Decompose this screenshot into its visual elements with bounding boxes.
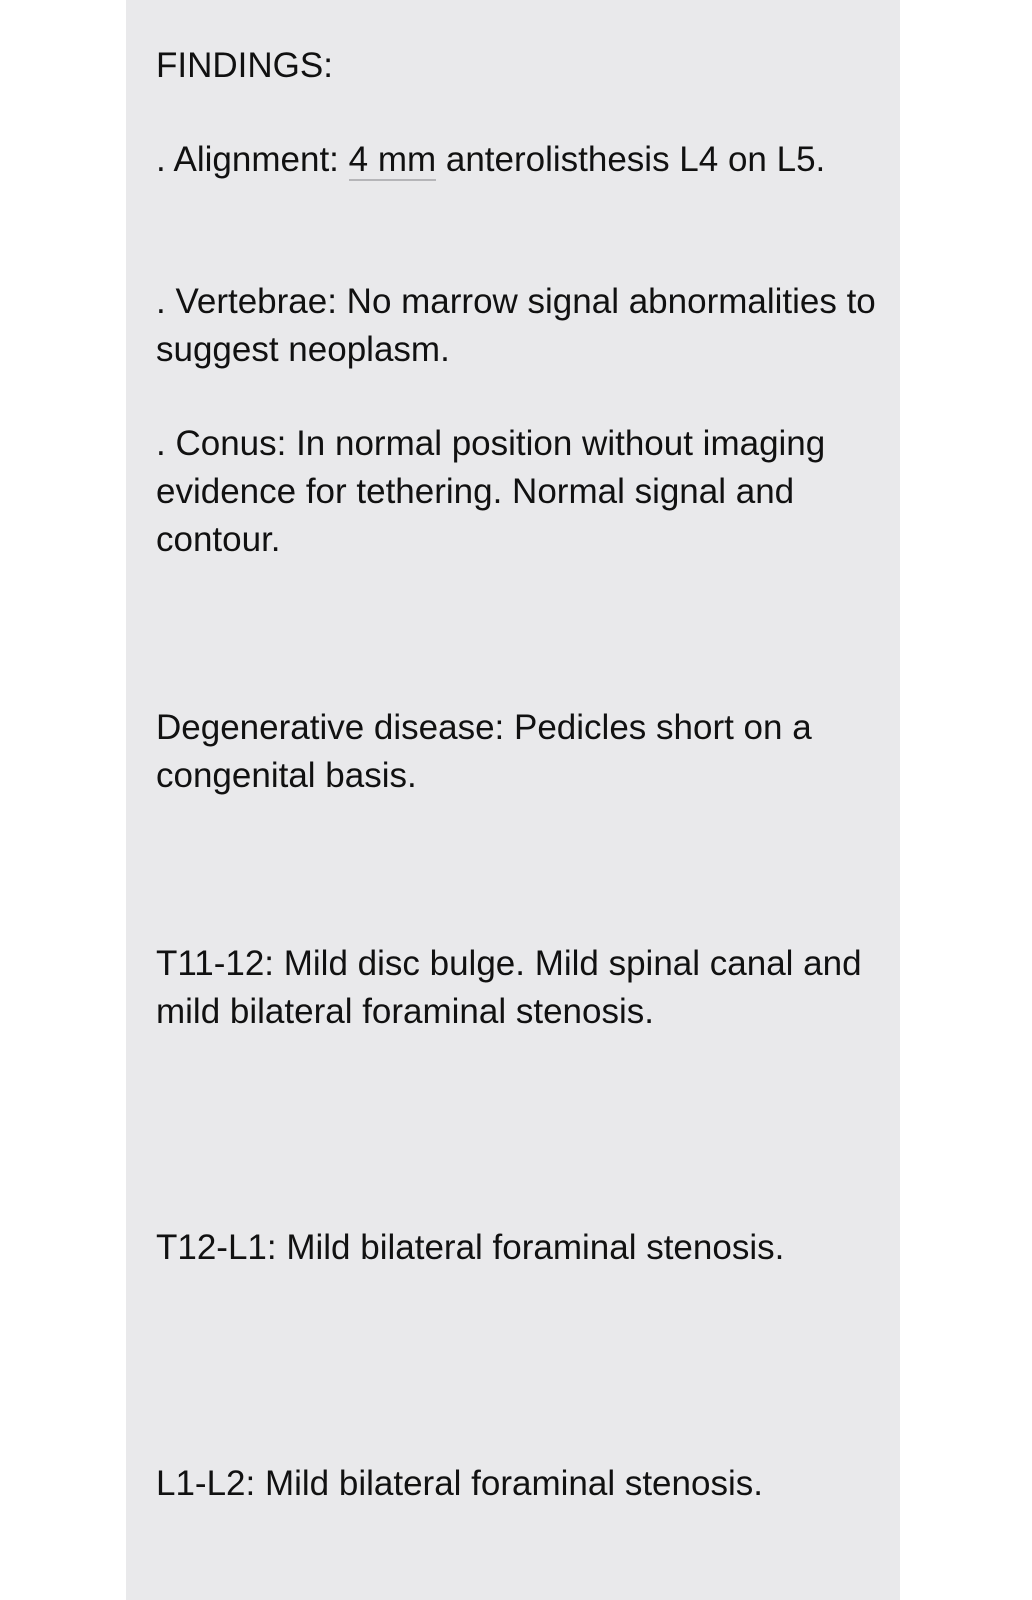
- t11-12-paragraph: T11-12: Mild disc bulge. Mild spinal canal and mild bilateral foraminal stenosis.: [156, 944, 862, 1031]
- t12-l1-paragraph: T12-L1: Mild bilateral foraminal stenosis.: [156, 1228, 785, 1267]
- report-panel: [126, 0, 900, 1600]
- findings-heading: FINDINGS:: [156, 46, 333, 85]
- measurement-link[interactable]: 4 mm: [348, 140, 437, 179]
- alignment-bullet: .: [156, 140, 174, 179]
- l1-l2-paragraph: L1-L2: Mild bilateral foraminal stenosis.: [156, 1464, 763, 1503]
- vertebrae-paragraph: . Vertebrae: No marrow signal abnormalities to suggest neoplasm.: [156, 282, 876, 369]
- conus-paragraph: . Conus: In normal position without imaging evidence for tethering. Normal signal and contour.: [156, 424, 826, 559]
- alignment-paragraph: [156, 136, 876, 184]
- alignment-text: anterolisthesis L4 on L5.: [436, 140, 826, 179]
- alignment-label: Alignment:: [173, 140, 349, 179]
- degenerative-paragraph: Degenerative disease: Pedicles short on a congenital basis.: [156, 708, 812, 795]
